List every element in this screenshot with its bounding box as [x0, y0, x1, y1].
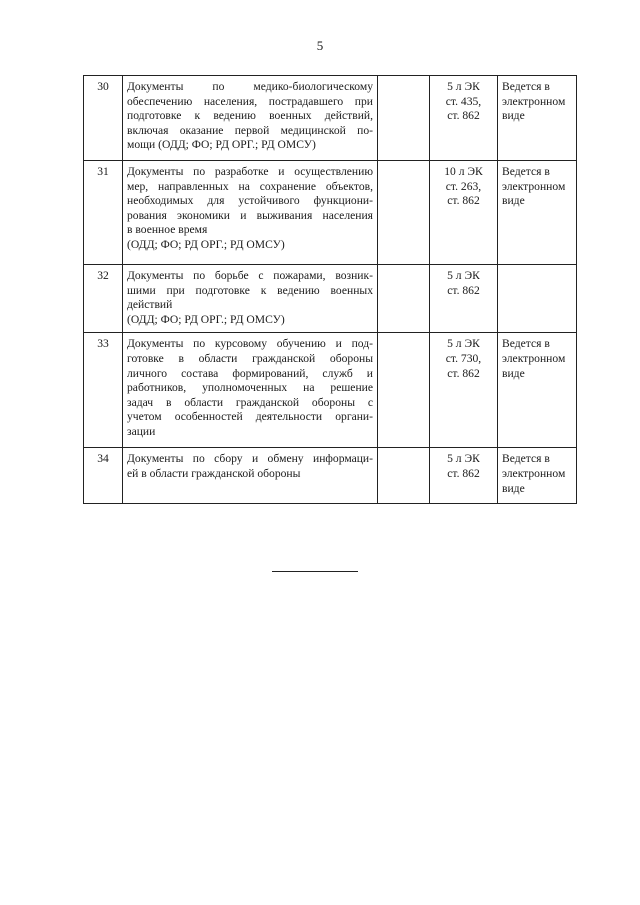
note-line: электронном: [502, 94, 566, 108]
records-table: [83, 75, 577, 504]
description-line: в военное время: [127, 223, 208, 237]
table-row: [84, 161, 577, 265]
retention-line: 10 л ЭК: [444, 165, 483, 178]
retention-line: ст. 263,: [445, 179, 482, 193]
retention-period: [430, 265, 498, 333]
empty-cell: [378, 448, 430, 504]
table-row: [84, 333, 577, 448]
description-line: Документы по борьбе с пожарами, возник-: [127, 269, 373, 282]
description-line: личного состава формирований, служб и: [127, 366, 373, 380]
description-line: мощи (ОДД; ФО; РД ОРГ.; РД ОМСУ): [127, 138, 316, 152]
description-line: задач в области гражданской обороны с: [127, 395, 373, 409]
retention-period: [430, 76, 498, 161]
description-line: обеспечению населения, пострадавшего при: [127, 94, 373, 108]
row-number: 33: [84, 333, 123, 448]
note-line: виде: [502, 194, 525, 208]
retention-line: ст. 730,: [445, 351, 482, 365]
description-line: шими при подготовке к ведению военных: [127, 283, 373, 297]
note-line: виде: [502, 366, 525, 380]
retention-line: ст. 862: [447, 283, 480, 297]
row-number: 34: [84, 448, 123, 504]
description-line: необходимых для устойчивого функциони-: [127, 194, 373, 208]
note-line: электронном: [502, 351, 566, 365]
description-line: Документы по сбору и обмену информаци-: [127, 452, 373, 466]
description-line: подготовке к ведению военных действий,: [127, 109, 373, 123]
retention-line: ст. 862: [447, 466, 480, 480]
note-line: электронном: [502, 466, 566, 480]
row-number: 30: [84, 76, 123, 161]
retention-line: 5 л ЭК: [447, 80, 480, 93]
note-line: виде: [502, 109, 525, 123]
note-cell: [498, 76, 577, 161]
description-line: Документы по курсовому обучению и под-: [127, 337, 373, 351]
note-cell: [498, 333, 577, 448]
table-row: [84, 448, 577, 504]
retention-line: 5 л ЭК: [447, 452, 480, 466]
note-line: Ведется в: [502, 165, 550, 178]
description-line: Документы по медико-биологическому: [127, 80, 373, 93]
document-description: [123, 76, 378, 161]
document-description: [123, 161, 378, 265]
empty-cell: [378, 265, 430, 333]
retention-period: [430, 161, 498, 265]
description-line: учетом особенностей деятельности органи-: [127, 410, 373, 424]
description-line: мер, направленных на сохранение объектов,: [127, 179, 373, 193]
retention-line: 5 л ЭК: [447, 269, 480, 282]
end-divider: [272, 571, 358, 572]
retention-line: ст. 435,: [445, 94, 482, 108]
description-line: (ОДД; ФО; РД ОРГ.; РД ОМСУ): [127, 312, 285, 326]
retention-line: ст. 862: [447, 109, 480, 123]
description-line: работников, уполномоченных на решение: [127, 381, 373, 395]
description-line: зации: [127, 424, 156, 438]
note-cell: [498, 448, 577, 504]
empty-cell: [378, 76, 430, 161]
description-line: ей в области гражданской обороны: [127, 466, 301, 480]
table-row: [84, 265, 577, 333]
document-description: [123, 265, 378, 333]
note-line: Ведется в: [502, 80, 550, 93]
description-line: готовке в области гражданской обороны: [127, 351, 373, 365]
empty-cell: [378, 161, 430, 265]
row-number: 31: [84, 161, 123, 265]
description-line: действий: [127, 298, 173, 312]
note-cell: [498, 161, 577, 265]
note-line: виде: [502, 481, 525, 495]
page-number: 5: [316, 38, 324, 53]
note-line: Ведется в: [502, 452, 550, 466]
retention-line: ст. 862: [447, 194, 480, 208]
retention-period: [430, 333, 498, 448]
description-line: рования экономики и выживания населения: [127, 208, 373, 222]
description-line: Документы по разработке и осуществлению: [127, 165, 373, 178]
records-table-body: [84, 76, 577, 504]
retention-line: ст. 862: [447, 366, 480, 380]
table-row: [84, 76, 577, 161]
empty-cell: [378, 333, 430, 448]
note-line: электронном: [502, 179, 566, 193]
row-number: 32: [84, 265, 123, 333]
retention-period: [430, 448, 498, 504]
retention-line: 5 л ЭК: [447, 337, 480, 351]
note-line: Ведется в: [502, 337, 550, 351]
note-cell: [498, 265, 577, 333]
description-line: включая оказание первой медицинской по-: [127, 123, 373, 137]
document-description: [123, 448, 378, 504]
description-line: (ОДД; ФО; РД ОРГ.; РД ОМСУ): [127, 237, 285, 251]
document-description: [123, 333, 378, 448]
